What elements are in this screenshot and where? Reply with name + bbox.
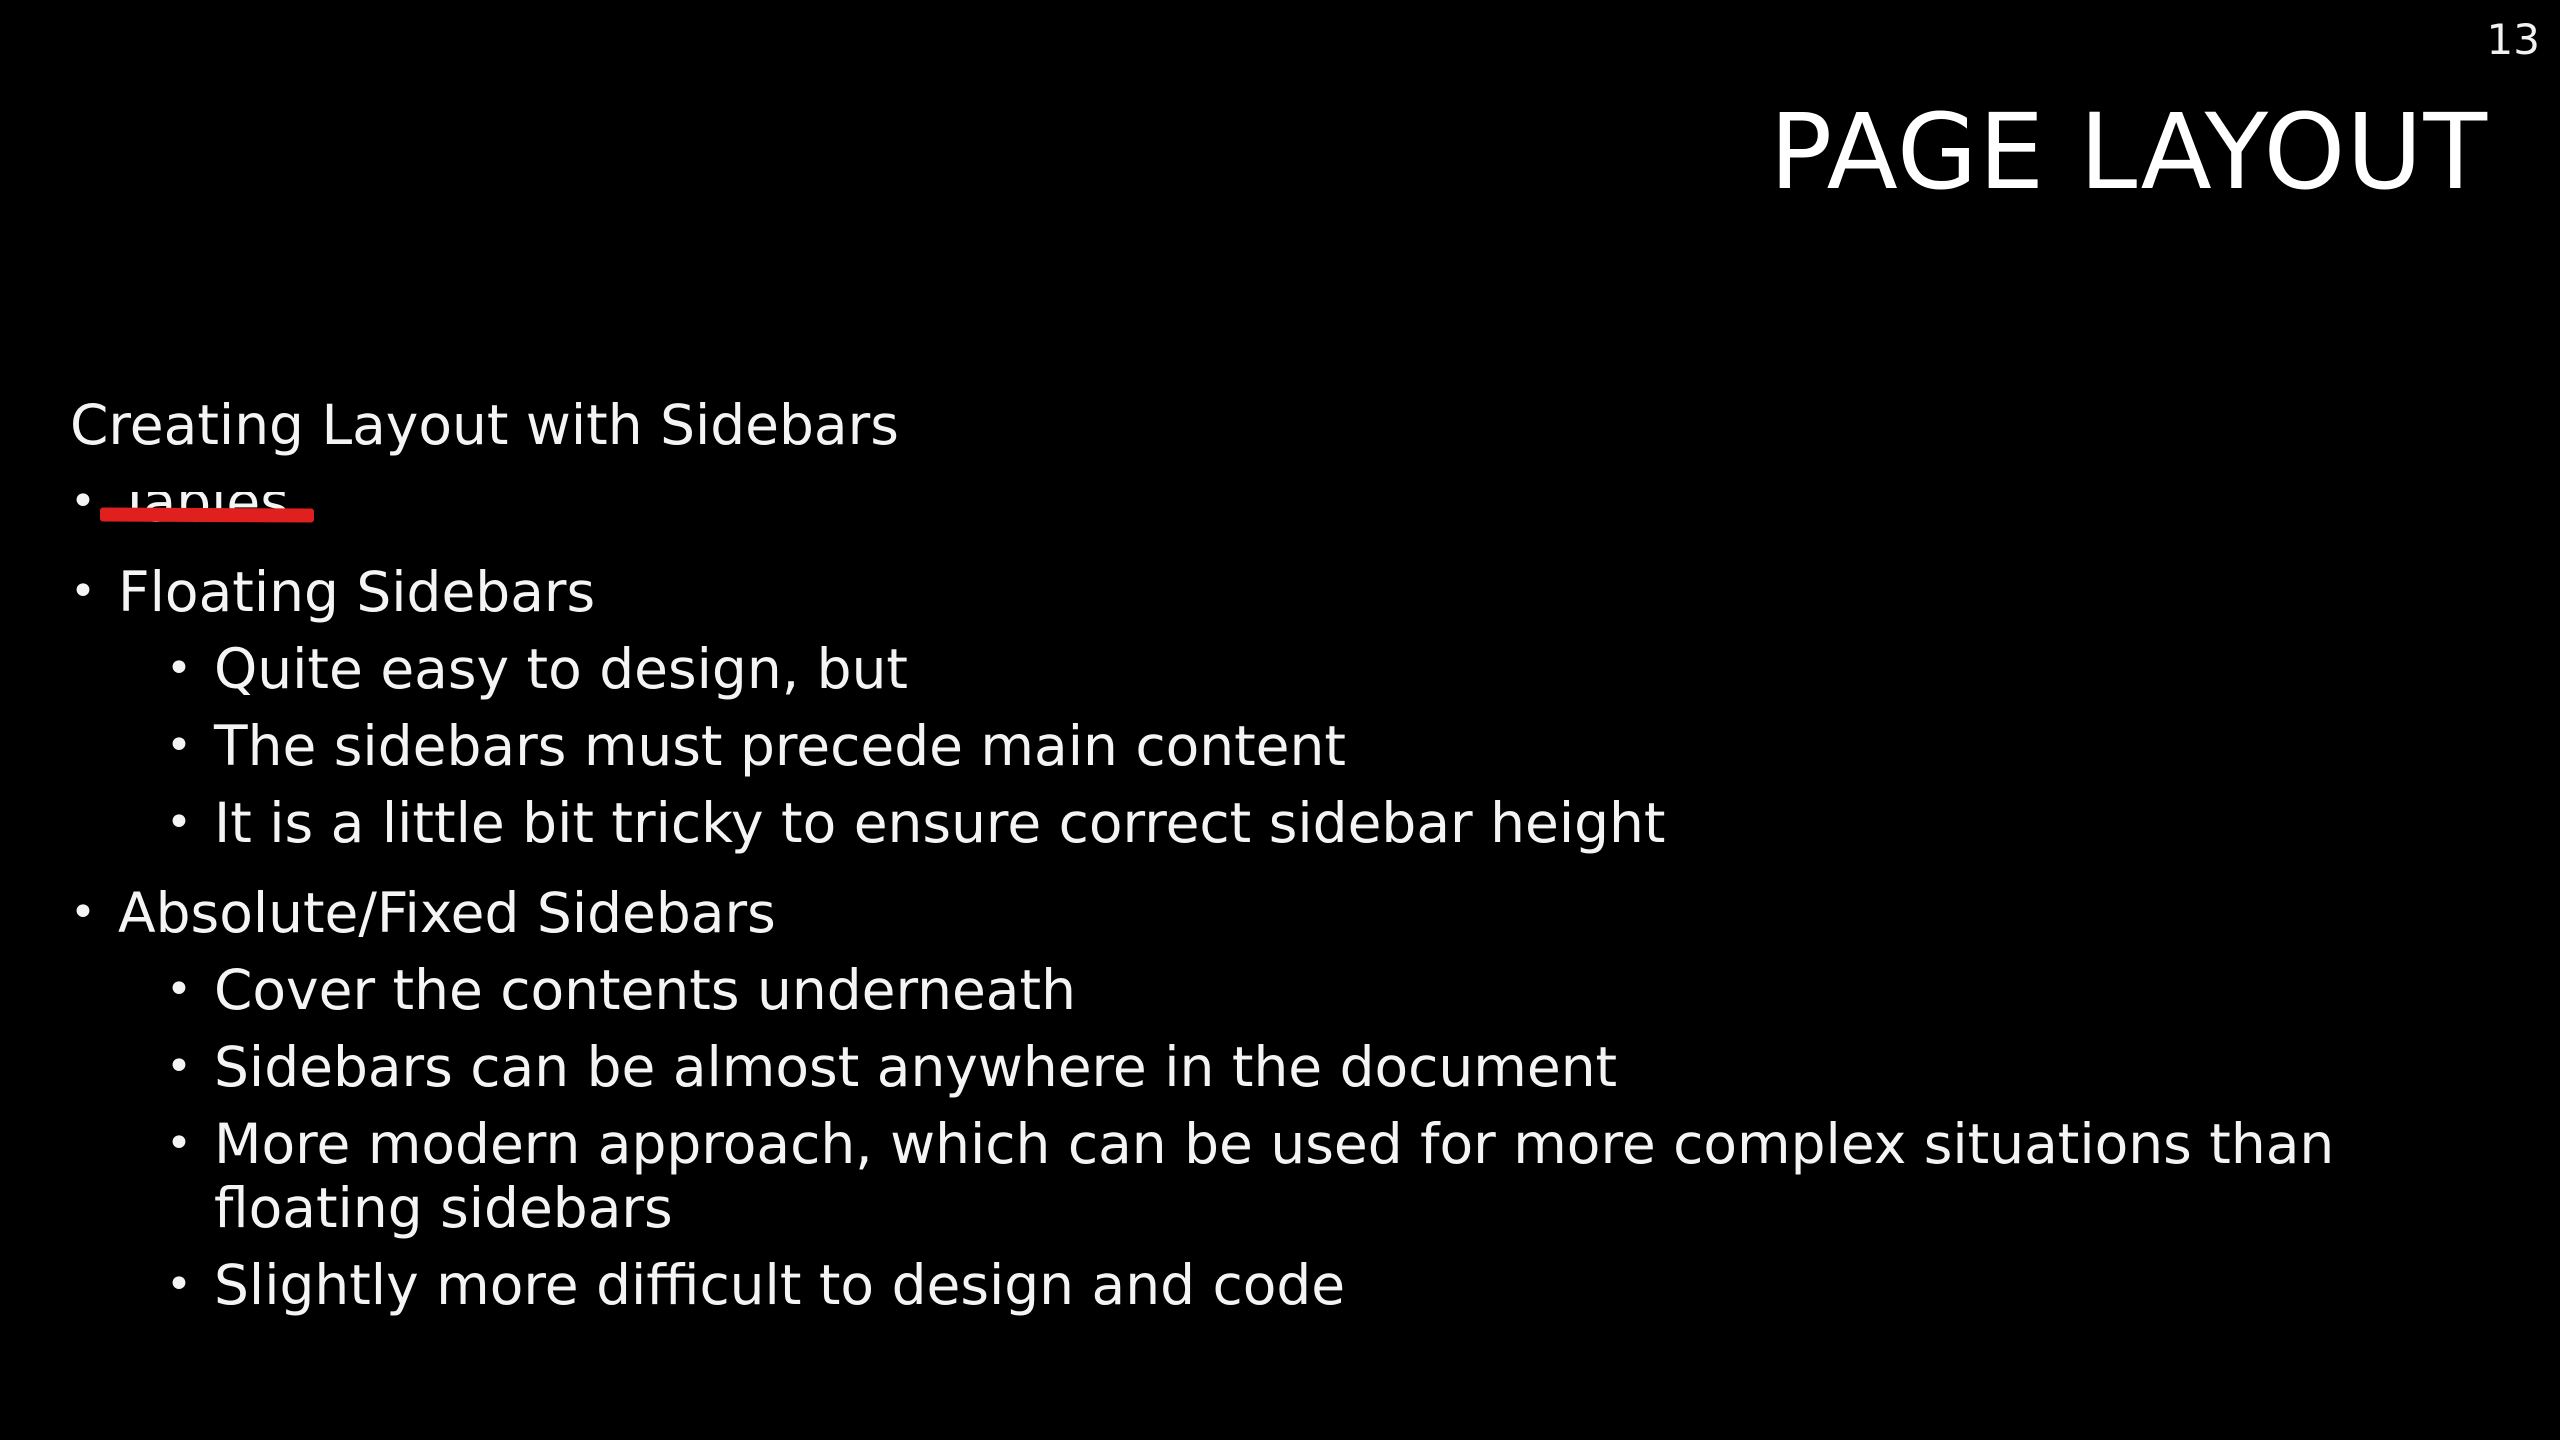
slide-content — [70, 392, 2470, 1317]
bullet-icon: • — [166, 964, 192, 1015]
sub-list-item-label: Slightly more difficult to design and code — [214, 1253, 1346, 1317]
bullet-icon: • — [166, 1259, 192, 1310]
sub-list-item-label: Cover the contents underneath — [214, 958, 1076, 1022]
list-item-absolute-fixed-sidebars — [70, 881, 2470, 1317]
sub-list — [118, 637, 2470, 855]
sub-list-item-label: More modern approach, which can be used for more complex situations than floating sidebars — [214, 1112, 2335, 1240]
sub-list-item-label: The sidebars must precede main content — [214, 714, 1346, 778]
sub-list-item — [70, 1253, 2470, 1317]
sub-list-item — [70, 1112, 2470, 1240]
slide-subtitle: Creating Layout with Sidebars — [70, 393, 899, 457]
bullet-icon: • — [166, 720, 192, 771]
bullet-list — [70, 470, 2470, 1317]
sub-list-item — [70, 714, 2470, 778]
sub-list-item — [70, 958, 2470, 1022]
slide-title: PAGE LAYOUT — [1769, 91, 2488, 213]
slide-number: 13 — [2486, 15, 2540, 64]
list-item-label: Floating Sidebars — [118, 560, 596, 624]
list-item-label: Absolute/Fixed Sidebars — [118, 881, 776, 945]
sub-list-item — [70, 791, 2470, 855]
sub-list — [118, 958, 2470, 1317]
bullet-icon: • — [166, 797, 192, 848]
bullet-icon: • — [166, 1041, 192, 1092]
sub-list-item-label: It is a little bit tricky to ensure correct sidebar height — [214, 791, 1666, 855]
bullet-icon: • — [166, 1118, 192, 1169]
sub-list-item — [70, 1035, 2470, 1099]
list-item-tables — [70, 470, 2470, 534]
bullet-icon: • — [70, 476, 96, 527]
sub-list-item-label: Sidebars can be almost anywhere in the document — [214, 1035, 1618, 1099]
list-item-floating-sidebars — [70, 560, 2470, 855]
bullet-icon: • — [166, 643, 192, 694]
bullet-icon: • — [70, 566, 96, 617]
sub-list-item — [70, 637, 2470, 701]
strikethrough-mark — [100, 507, 314, 522]
bullet-icon: • — [70, 887, 96, 938]
sub-list-item-label: Quite easy to design, but — [214, 637, 908, 701]
